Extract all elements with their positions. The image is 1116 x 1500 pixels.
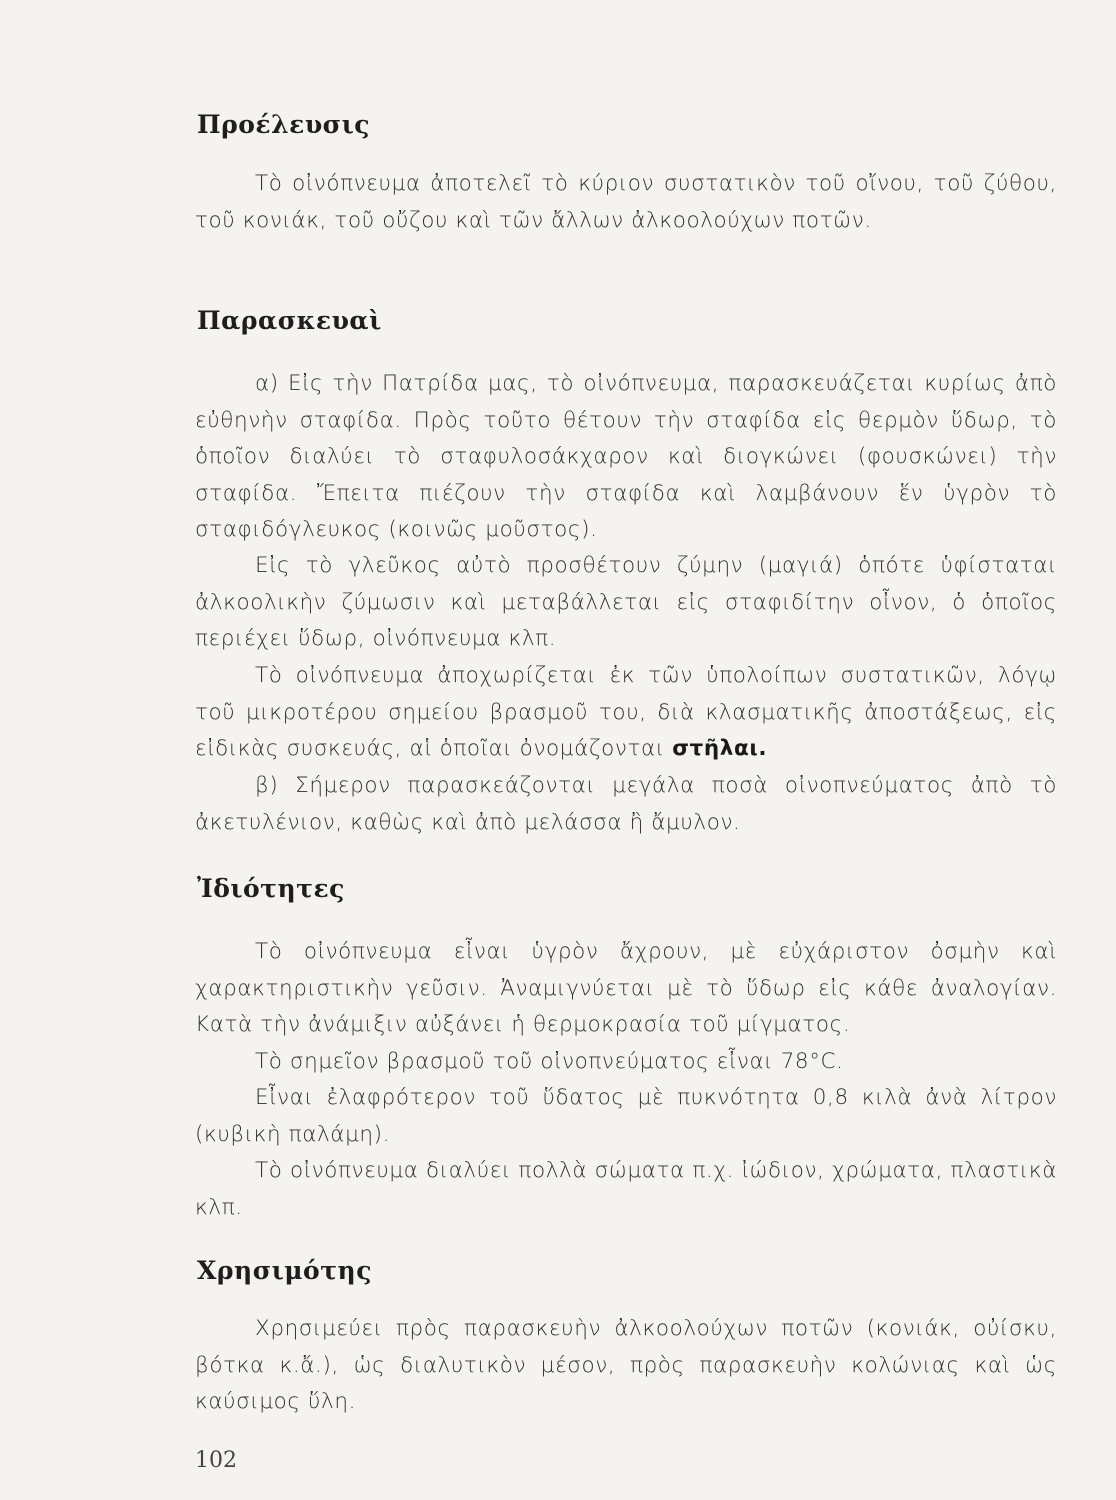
- heading-properties: Ἰδιότητες: [197, 874, 345, 903]
- paragraph-preparation-fermentation: Εἰς τὸ γλεῦκος αὐτὸ προσθέτουν ζύμην (μαγιά) ὁπότε ὑφίσταται ἀλκοολικὴν ζύμωσιν καὶ μεταβάλλεται εἰς σταφιδίτην οἶνον, ὁ ὁποῖος περιέχει ὕδωρ, οἰνόπνευμα κλπ.: [195, 553, 1057, 651]
- term-columns: στῆλαι.: [672, 736, 768, 761]
- paragraph-usefulness: Χρησιμεύει πρὸς παρασκευὴν ἀλκοολούχων ποτῶν (κονιάκ, οὐίσκυ, βότκα κ.ἄ.), ὡς διαλυτικὸν μέσον, πρὸς παρασκευὴν κολώνιας καὶ ὡς καύσιμος ὕλη.: [195, 1316, 1057, 1414]
- paragraph-preparation-distillation: [195, 658, 1057, 768]
- page-number: 102: [195, 1448, 237, 1473]
- paragraph-properties-density: Εἶναι ἐλαφρότερον τοῦ ὕδατος μὲ πυκνότητα 0,8 κιλὰ ἀνὰ λίτρον (κυβικὴ παλάμη).: [195, 1085, 1057, 1147]
- heading-preparation: Παρασκευαὶ: [197, 306, 382, 335]
- paragraph-properties-general: Τὸ οἰνόπνευμα εἶναι ὑγρὸν ἄχρουν, μὲ εὐχάριστον ὀσμὴν καὶ χαρακτηριστικὴν γεῦσιν. Ἀναμιγνύεται μὲ τὸ ὕδωρ εἰς κάθε ἀναλογίαν. Κατὰ τὴν ἀνάμιξιν αὐξάνει ἡ θερμοκρασία τοῦ μίγματος.: [195, 939, 1057, 1037]
- paragraph-preparation-b: β) Σήμερον παρασκεάζονται μεγάλα ποσὰ οἰνοπνεύματος ἀπὸ τὸ ἀκετυλένιον, καθὼς καὶ ἀπὸ μελάσσα ἢ ἄμυλον.: [195, 773, 1057, 835]
- paragraph-properties-solvent: Τὸ οἰνόπνευμα διαλύει πολλὰ σώματα π.χ. ἰώδιον, χρώματα, πλαστικὰ κλπ.: [195, 1158, 1057, 1220]
- distillation-text: Τὸ οἰνόπνευμα ἀποχωρίζεται ἐκ τῶν ὑπολοίπων συστατικῶν, λόγῳ τοῦ μικροτέρου σημείου βρασμοῦ του, διὰ κλασματικῆς ἀποστάξεως, εἰς εἰδικὰς συσκευάς, αἱ ὁποῖαι ὀνομάζονται: [195, 663, 1057, 761]
- paragraph-preparation-a: α) Εἰς τὴν Πατρίδα μας, τὸ οἰνόπνευμα, παρασκευάζεται κυρίως ἀπὸ εὐθηνὴν σταφίδα. Πρὸς τοῦτο θέτουν τὴν σταφίδα εἰς θερμὸν ὕδωρ, τὸ ὁποῖον διαλύει τὸ σταφυλοσάκχαρον καὶ διογκώνει (φουσκώνει) τὴν σταφίδα. Ἔπειτα πιέζουν τὴν σταφίδα καὶ λαμβάνουν ἕν ὑγρὸν τὸ σταφιδόγλευκος (κοινῶς μοῦστος).: [195, 371, 1057, 542]
- paragraph-origin: Τὸ οἰνόπνευμα ἀποτελεῖ τὸ κύριον συστατικὸν τοῦ οἴνου, τοῦ ζύθου, τοῦ κονιάκ, τοῦ οὔζου καὶ τῶν ἄλλων ἀλκοολούχων ποτῶν.: [195, 171, 1057, 233]
- paragraph-properties-boiling-point: Τὸ σημεῖον βρασμοῦ τοῦ οἰνοπνεύματος εἶναι 78°C.: [255, 1049, 844, 1074]
- heading-origin: Προέλευσις: [197, 110, 370, 139]
- heading-usefulness: Χρησιμότης: [197, 1256, 372, 1285]
